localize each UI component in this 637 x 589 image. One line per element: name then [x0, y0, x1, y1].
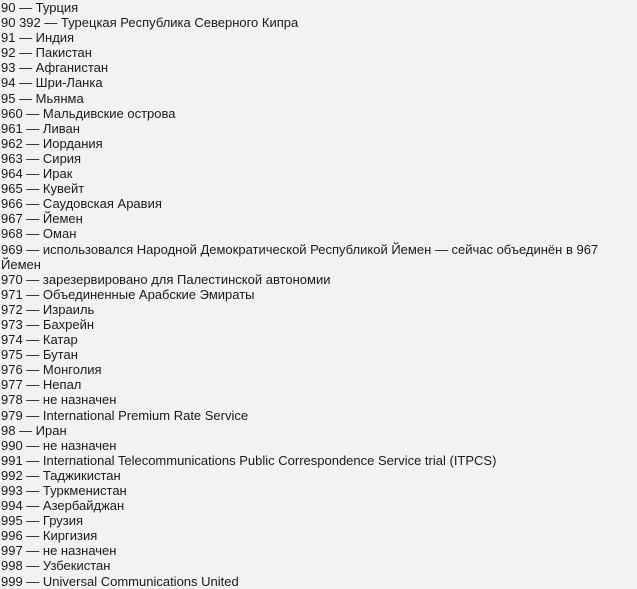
list-item: 92 — Пакистан: [1, 45, 92, 61]
list-item: 90 — Турция: [1, 0, 79, 15]
list-item: 964 — Ирак: [1, 166, 73, 182]
list-item: 978 — не назначен: [1, 392, 117, 408]
list-item: 94 — Шри-Ланка: [1, 75, 103, 91]
list-item: 93 — Афганистан: [1, 60, 109, 76]
list-item: 95 — Мьянма: [1, 90, 84, 106]
list-item: 996 — Киргизия: [1, 528, 98, 544]
list-item: 967 — Йемен: [1, 211, 83, 227]
list-item: 961 — Ливан: [1, 120, 80, 136]
list-item: 979 — International Premium Rate Service: [1, 407, 249, 423]
list-item: 975 — Бутан: [1, 347, 78, 363]
list-item: 962 — Иордания: [1, 135, 103, 151]
list-item: 999 — Universal Communications United: [1, 573, 239, 589]
list-item: 973 — Бахрейн: [1, 316, 95, 332]
list-item: 968 — Оман: [1, 226, 77, 242]
list-item: 991 — International Telecommunications Public Correspondence Service trial (ITPCS): [1, 452, 497, 468]
list-item: 91 — Индия: [1, 30, 75, 46]
list-item: 994 — Азербайджан: [1, 498, 125, 514]
list-item: 998 — Узбекистан: [1, 558, 111, 574]
list-item: 993 — Туркменистан: [1, 483, 127, 498]
list-item: 992 — Таджикистан: [1, 467, 121, 483]
list-item: 990 — не назначен: [1, 437, 117, 453]
list-item: 997 — не назначен: [1, 543, 117, 559]
list-item: 974 — Катар: [1, 332, 78, 348]
list-item: 969 — использовался Народной Демократической Республикой Йемен — сейчас объединён в 967 Йемен: [1, 241, 599, 272]
list-item: 90 392 — Турецкая Республика Северного Кипра: [1, 15, 299, 31]
list-item: 966 — Саудовская Аравия: [1, 196, 162, 212]
list-item: 98 — Иран: [1, 422, 67, 438]
list-item: 995 — Грузия: [1, 513, 84, 529]
list-item: 977 — Непал: [1, 377, 82, 393]
list-item: 976 — Монголия: [1, 362, 102, 378]
list-item: 972 — Израиль: [1, 301, 95, 317]
list-item: 965 — Кувейт: [1, 181, 85, 197]
list-item: 971 — Объединенные Арабские Эмираты: [1, 286, 255, 302]
list-item: 963 — Сирия: [1, 150, 82, 166]
list-item: 970 — зарезервировано для Палестинской автономии: [1, 271, 331, 287]
list-item: 960 — Мальдивские острова: [1, 105, 176, 121]
